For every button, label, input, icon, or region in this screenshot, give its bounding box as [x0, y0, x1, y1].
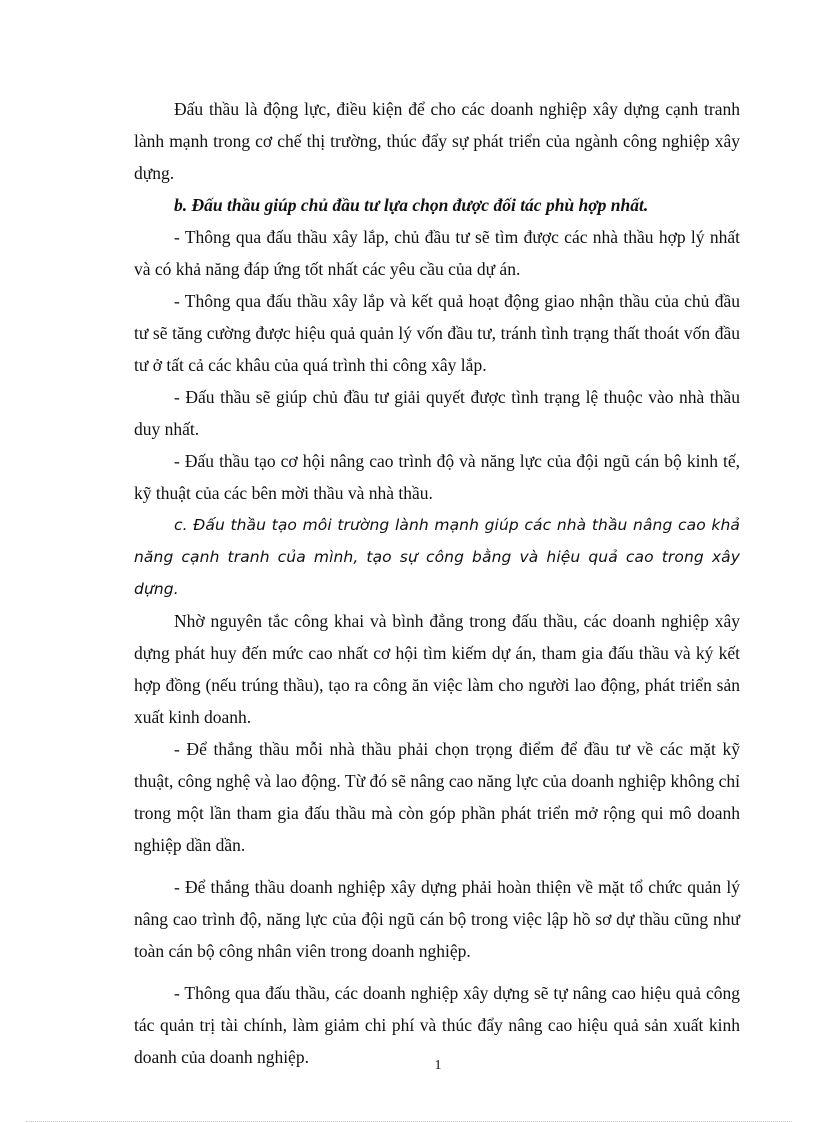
- page-body: [134, 93, 740, 1073]
- bullet-paragraph: - Đấu thầu sẽ giúp chủ đầu tư giải quyết được tình trạng lệ thuộc vào nhà thầu duy nhất.: [134, 387, 740, 439]
- paragraph-body: Nhờ nguyên tắc công khai và bình đẳng trong đấu thầu, các doanh nghiệp xây dựng phát huy đến mức cao nhất cơ hội tìm kiếm dự án, tham gia đấu thầu và ký kết hợp đồng (nếu trúng thầu), tạo ra công ăn việc làm cho người lao động, phát triển sản xuất kinh doanh.: [134, 611, 740, 727]
- bullet-paragraph: - Thông qua đấu thầu xây lắp, chủ đầu tư sẽ tìm được các nhà thầu hợp lý nhất và có khả năng đáp ứng tốt nhất các yêu cầu của dự án.: [134, 227, 740, 279]
- bullet-paragraph: - Thông qua đấu thầu xây lắp và kết quả hoạt động giao nhận thầu của chủ đầu tư sẽ tăng cường được hiệu quả quản lý vốn đầu tư, tránh tình trạng thất thoát vốn đầu tư ở tất cả các khâu của quá trình thi công xây lắp.: [134, 291, 740, 375]
- section-heading-c: c. Đấu thầu tạo môi trường lành mạnh giúp các nhà thầu nâng cao khả năng cạnh tranh của mình, tạo sự công bằng và hiệu quả cao trong xây dựng.: [134, 516, 740, 598]
- bullet-paragraph: - Đấu thầu tạo cơ hội nâng cao trình độ và năng lực của đội ngũ cán bộ kinh tế, kỹ thuật của các bên mời thầu và nhà thầu.: [134, 451, 740, 503]
- paragraph-intro: Đấu thầu là động lực, điều kiện để cho các doanh nghiệp xây dựng cạnh tranh lành mạnh trong cơ chế thị trường, thúc đẩy sự phát triển của ngành công nghiệp xây dựng.: [134, 99, 740, 183]
- bullet-paragraph: - Để thắng thầu doanh nghiệp xây dựng phải hoàn thiện về mặt tổ chức quản lý nâng cao trình độ, năng lực của đội ngũ cán bộ trong việc lập hồ sơ dự thầu cũng như toàn cán bộ công nhân viên trong doanh nghiệp.: [134, 877, 740, 961]
- bullet-paragraph: - Thông qua đấu thầu, các doanh nghiệp xây dựng sẽ tự nâng cao hiệu quả công tác quản trị tài chính, làm giảm chi phí và thúc đẩy nâng cao hiệu quả sản xuất kinh doanh của doanh nghiệp.: [134, 983, 740, 1067]
- page-number: 1: [434, 1058, 442, 1073]
- section-heading-b: b. Đấu thầu giúp chủ đầu tư lựa chọn được đối tác phù hợp nhất.: [174, 195, 649, 215]
- bullet-paragraph: - Để thắng thầu mỗi nhà thầu phải chọn trọng điểm để đầu tư về các mặt kỹ thuật, công nghệ và lao động. Từ đó sẽ nâng cao năng lực của doanh nghiệp không chỉ trong một lần tham gia đấu thầu mà còn góp phần phát triển mở rộng qui mô doanh nghiệp dần dần.: [134, 739, 740, 855]
- page-bottom-divider: [26, 1121, 792, 1122]
